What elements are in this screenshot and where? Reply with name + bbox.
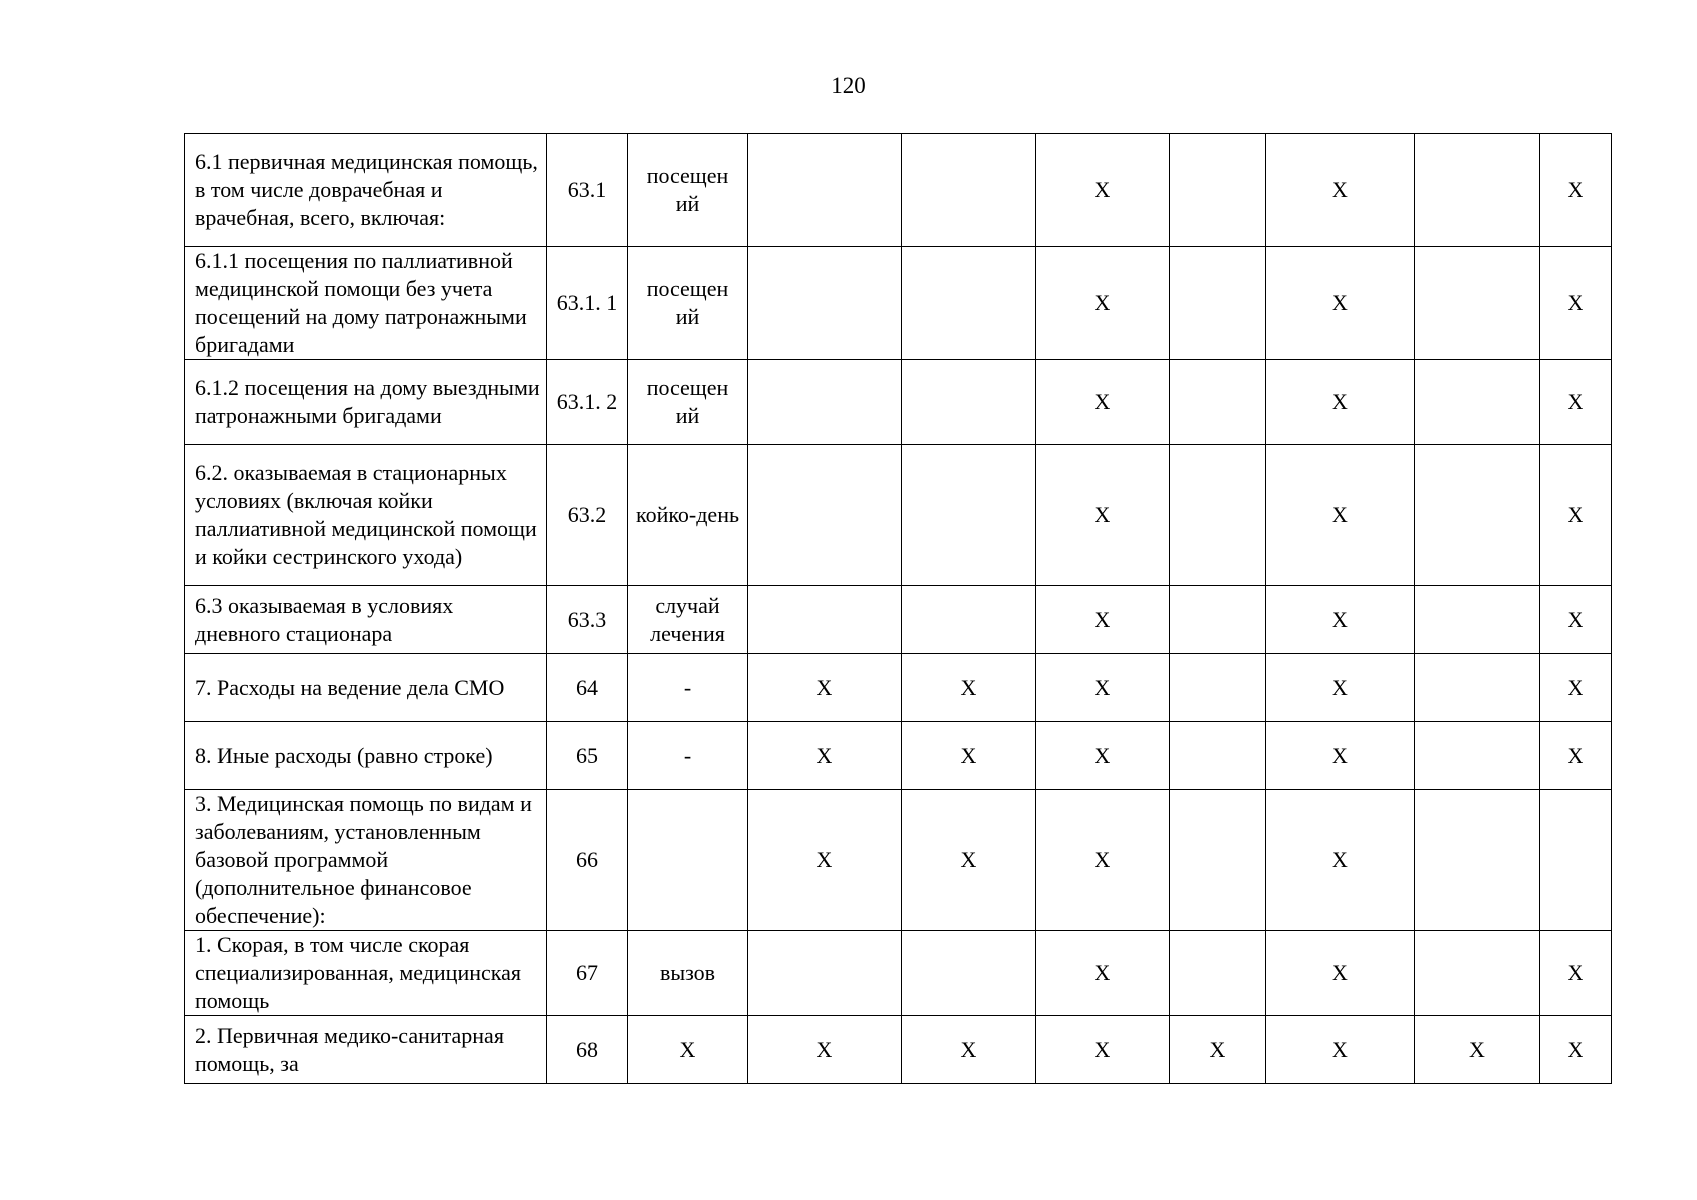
table-cell	[748, 360, 902, 445]
row-unit: койко-день	[628, 445, 748, 586]
row-code: 63.2	[547, 445, 628, 586]
table-cell	[1170, 134, 1266, 247]
row-name: 6.1.1 посещения по паллиативной медицинской помощи без учета посещений на дому патронажными бригадами	[185, 247, 547, 360]
table-cell: X	[1266, 445, 1415, 586]
row-code: 68	[547, 1016, 628, 1084]
table-cell: X	[1266, 360, 1415, 445]
table-cell	[1170, 722, 1266, 790]
table-cell	[1415, 654, 1540, 722]
table-cell	[1415, 586, 1540, 654]
table-row	[185, 445, 1612, 586]
row-unit: вызов	[628, 931, 748, 1016]
table-cell	[748, 247, 902, 360]
table-cell: X	[1266, 134, 1415, 247]
table-cell	[902, 134, 1036, 247]
row-code: 63.1. 1	[547, 247, 628, 360]
table-cell: X	[902, 722, 1036, 790]
row-name: 6.2. оказываемая в стационарных условиях (включая койки паллиативной медицинской помощи и койки сестринского ухода)	[185, 445, 547, 586]
table-row	[185, 586, 1612, 654]
table-cell	[748, 931, 902, 1016]
table-cell: X	[1036, 790, 1170, 931]
table-cell	[902, 586, 1036, 654]
table-cell	[1170, 445, 1266, 586]
row-name: 1. Скорая, в том числе скорая специализированная, медицинская помощь	[185, 931, 547, 1016]
row-name: 6.1.2 посещения на дому выездными патронажными бригадами	[185, 360, 547, 445]
table-cell: X	[1415, 1016, 1540, 1084]
row-name: 6.1 первичная медицинская помощь, в том числе доврачебная и врачебная, всего, включая:	[185, 134, 547, 247]
table-cell	[1540, 790, 1612, 931]
table-cell	[748, 134, 902, 247]
table-cell: X	[1266, 790, 1415, 931]
table-cell: X	[902, 654, 1036, 722]
table-cell: X	[1266, 654, 1415, 722]
table-cell	[1170, 360, 1266, 445]
expense-table	[184, 133, 1612, 1084]
table-cell	[1415, 134, 1540, 247]
table-row	[185, 134, 1612, 247]
table-cell: X	[1540, 134, 1612, 247]
row-unit: посещен ий	[628, 360, 748, 445]
table-cell: X	[902, 790, 1036, 931]
row-unit: посещен ий	[628, 134, 748, 247]
table-cell: X	[748, 1016, 902, 1084]
table-cell: X	[1540, 654, 1612, 722]
table-cell: X	[1266, 931, 1415, 1016]
table-cell	[1415, 247, 1540, 360]
table-cell	[1415, 931, 1540, 1016]
row-code: 64	[547, 654, 628, 722]
table-cell	[1170, 586, 1266, 654]
table-cell	[902, 445, 1036, 586]
table-cell: X	[1540, 360, 1612, 445]
table-row	[185, 931, 1612, 1016]
table-cell: X	[748, 790, 902, 931]
table-cell: X	[1266, 1016, 1415, 1084]
table-cell: X	[1036, 360, 1170, 445]
table-cell: X	[1036, 134, 1170, 247]
table-cell: X	[1036, 586, 1170, 654]
table-cell: X	[1266, 722, 1415, 790]
table-row	[185, 1016, 1612, 1084]
table-row	[185, 247, 1612, 360]
row-unit: -	[628, 722, 748, 790]
row-code: 66	[547, 790, 628, 931]
row-code: 65	[547, 722, 628, 790]
table-cell: X	[1540, 1016, 1612, 1084]
table-cell: X	[1036, 1016, 1170, 1084]
row-unit: случай лечения	[628, 586, 748, 654]
table-cell	[1170, 247, 1266, 360]
table-row	[185, 360, 1612, 445]
row-name: 8. Иные расходы (равно строке)	[185, 722, 547, 790]
row-code: 63.1	[547, 134, 628, 247]
table-cell: X	[1036, 654, 1170, 722]
table-cell	[1415, 360, 1540, 445]
table-cell: X	[1540, 722, 1612, 790]
table-cell	[1170, 790, 1266, 931]
table-cell	[1170, 654, 1266, 722]
table-cell: X	[748, 654, 902, 722]
page-number: 120	[831, 73, 866, 98]
row-name: 7. Расходы на ведение дела СМО	[185, 654, 547, 722]
table-row	[185, 722, 1612, 790]
table-cell: X	[1266, 586, 1415, 654]
row-code: 63.3	[547, 586, 628, 654]
table-cell	[1415, 790, 1540, 931]
table-cell	[1170, 931, 1266, 1016]
table-cell	[902, 360, 1036, 445]
table-cell: X	[1036, 722, 1170, 790]
table-cell: X	[1036, 445, 1170, 586]
table-cell: X	[902, 1016, 1036, 1084]
table-cell: X	[1540, 586, 1612, 654]
row-unit	[628, 790, 748, 931]
table-cell: X	[1540, 445, 1612, 586]
table-cell	[902, 247, 1036, 360]
table-cell	[902, 931, 1036, 1016]
table-cell: X	[748, 722, 902, 790]
table-cell: X	[1540, 247, 1612, 360]
row-unit: посещен ий	[628, 247, 748, 360]
table-cell	[1415, 445, 1540, 586]
table-cell	[748, 445, 902, 586]
table-row	[185, 654, 1612, 722]
table-cell	[748, 586, 902, 654]
row-name: 6.3 оказываемая в условиях дневного стационара	[185, 586, 547, 654]
row-unit: -	[628, 654, 748, 722]
table-cell: X	[1036, 931, 1170, 1016]
row-name: 2. Первичная медико-санитарная помощь, за	[185, 1016, 547, 1084]
row-unit: X	[628, 1016, 748, 1084]
table-cell: X	[1540, 931, 1612, 1016]
table-cell: X	[1036, 247, 1170, 360]
row-name: 3. Медицинская помощь по видам и заболеваниям, установленным базовой программой (дополнительное финансовое обеспечение):	[185, 790, 547, 931]
row-code: 67	[547, 931, 628, 1016]
table-cell: X	[1170, 1016, 1266, 1084]
table-row	[185, 790, 1612, 931]
table-cell	[1415, 722, 1540, 790]
table-cell: X	[1266, 247, 1415, 360]
row-code: 63.1. 2	[547, 360, 628, 445]
